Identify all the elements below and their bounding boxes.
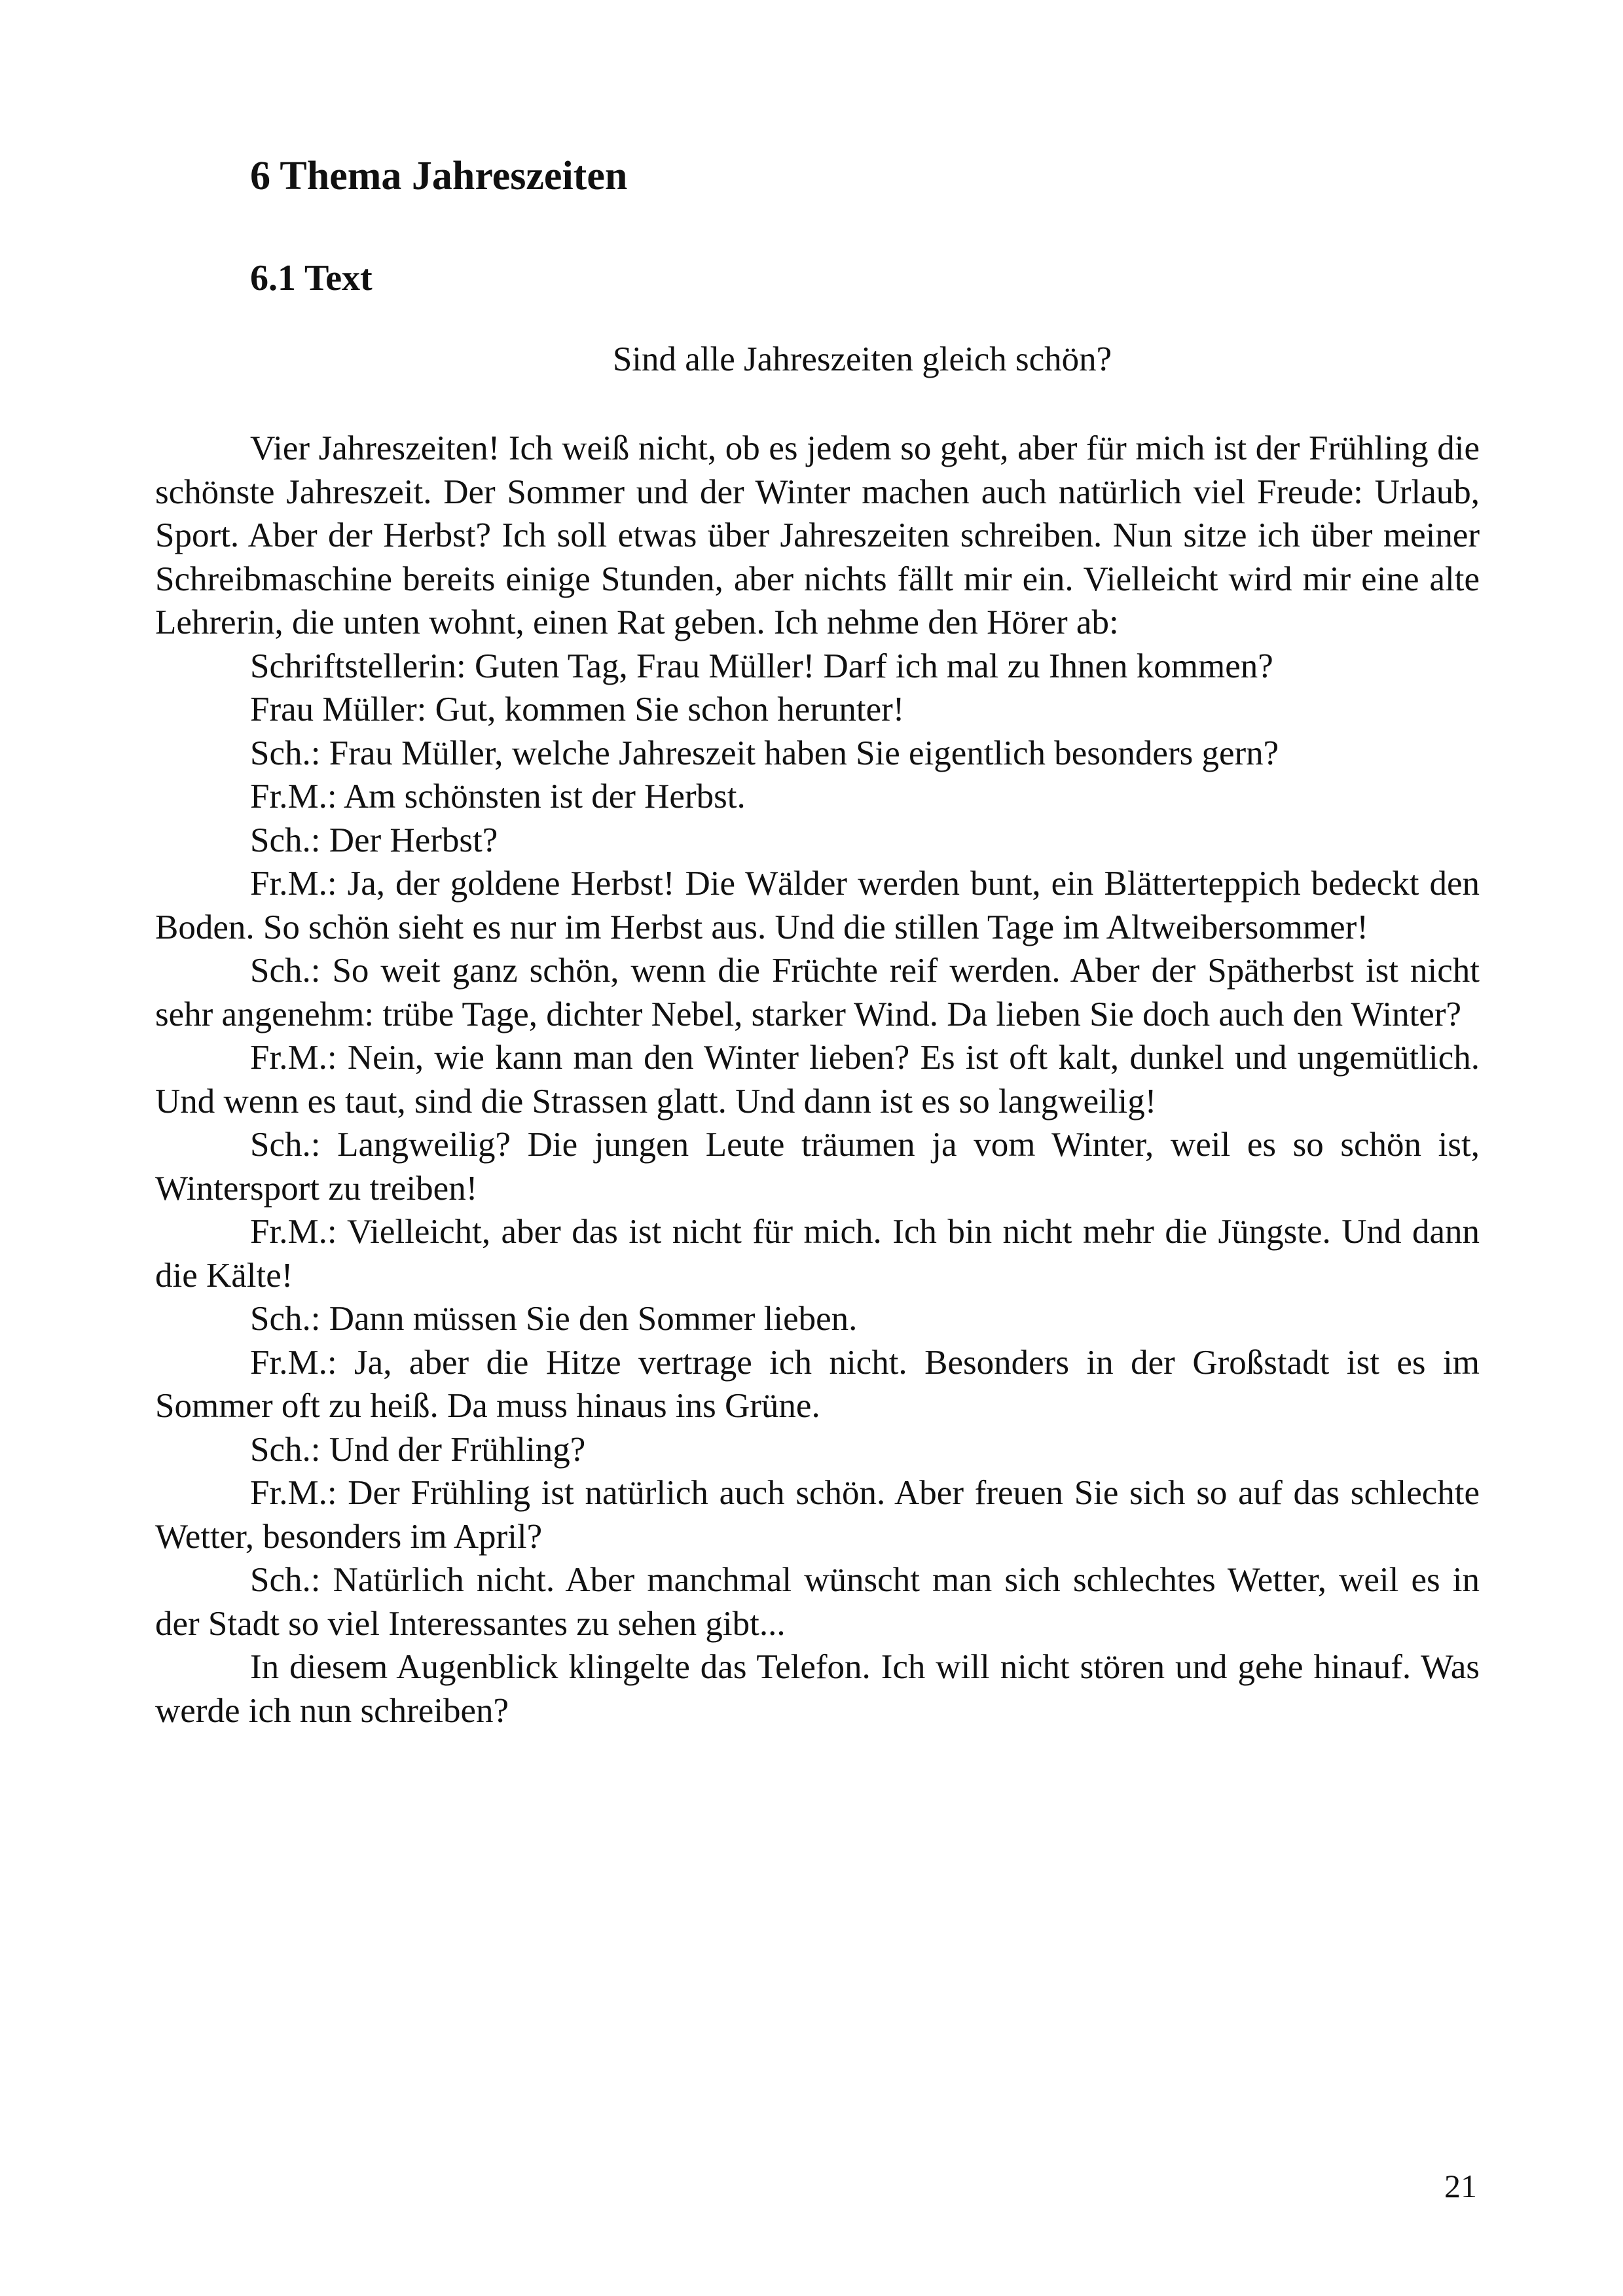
paragraph-closing: In diesem Augenblick klingelte das Telefon. Ich will nicht stören und gehe hinauf. Was werde ich nun schreiben? (155, 1648, 1480, 1730)
text-title: Sind alle Jahreszeiten gleich schön? (612, 340, 1112, 378)
dialogue-line: Fr.M.: Nein, wie kann man den Winter lieben? Es ist oft kalt, dunkel und ungemütlich. Und wenn es taut, sind die Strassen glatt. Und dann ist es so langweilig! (155, 1039, 1480, 1121)
chapter-title: 6 Thema Jahreszeiten (250, 154, 628, 198)
dialogue-line: Fr.M.: Vielleicht, aber das ist nicht für mich. Ich bin nicht mehr die Jüngste. Und dann die Kälte! (155, 1213, 1480, 1295)
dialogue-line: Sch.: Langweilig? Die jungen Leute träumen ja vom Winter, weil es so schön ist, Wintersport zu treiben! (155, 1126, 1480, 1208)
dialogue-line: Fr.M.: Der Frühling ist natürlich auch schön. Aber freuen Sie sich so auf das schlechte Wetter, besonders im April? (155, 1474, 1480, 1556)
dialogue-line: Sch.: Natürlich nicht. Aber manchmal wünscht man sich schlechtes Wetter, weil es in der Stadt so viel Interessantes zu sehen gibt... (155, 1561, 1480, 1643)
page-number: 21 (1444, 2168, 1477, 2204)
dialogue-line: Sch.: Frau Müller, welche Jahreszeit haben Sie eigentlich besonders gern? (250, 734, 1279, 772)
dialogue-line: Sch.: Der Herbst? (250, 821, 498, 859)
dialogue-line: Frau Müller: Gut, kommen Sie schon herunter! (250, 691, 905, 728)
body-text (155, 427, 1480, 1732)
dialogue-line: Fr.M.: Ja, aber die Hitze vertrage ich nicht. Besonders in der Großstadt ist es im Sommer oft zu heiß. Da muss hinaus ins Grüne. (155, 1343, 1480, 1425)
dialogue-line: Schriftstellerin: Guten Tag, Frau Müller! Darf ich mal zu Ihnen kommen? (250, 647, 1273, 685)
section-title: 6.1 Text (250, 258, 373, 298)
dialogue-line: Fr.M.: Am schönsten ist der Herbst. (250, 778, 746, 816)
paragraph-intro: Vier Jahreszeiten! Ich weiß nicht, ob es jedem so geht, aber für mich ist der Frühling die schönste Jahreszeit. Der Sommer und der Winter machen auch natürlich viel Freude: Urlaub, Sport. Aber der Herbst? Ich soll etwas über Jahreszeiten schreiben. Nun sitze ich über meiner Schreibmaschine bereits einige Stunden, aber nichts fällt mir ein. Vielleicht wird mir eine alte Lehrerin, die unten wohnt, einen Rat geben. Ich nehme den Hörer ab: (155, 429, 1480, 641)
dialogue-line: Sch.: Und der Frühling? (250, 1430, 586, 1469)
dialogue-line: Fr.M.: Ja, der goldene Herbst! Die Wälder werden bunt, ein Blätterteppich bedeckt den Boden. So schön sieht es nur im Herbst aus. Und die stillen Tage im Altweibersommer! (155, 865, 1480, 946)
dialogue-line: Sch.: So weit ganz schön, wenn die Früchte reif werden. Aber der Spätherbst ist nicht sehr angenehm: trübe Tage, dichter Nebel, starker Wind. Da lieben Sie doch auch den Winter? (155, 952, 1480, 1033)
dialogue-line: Sch.: Dann müssen Sie den Sommer lieben. (250, 1300, 858, 1338)
